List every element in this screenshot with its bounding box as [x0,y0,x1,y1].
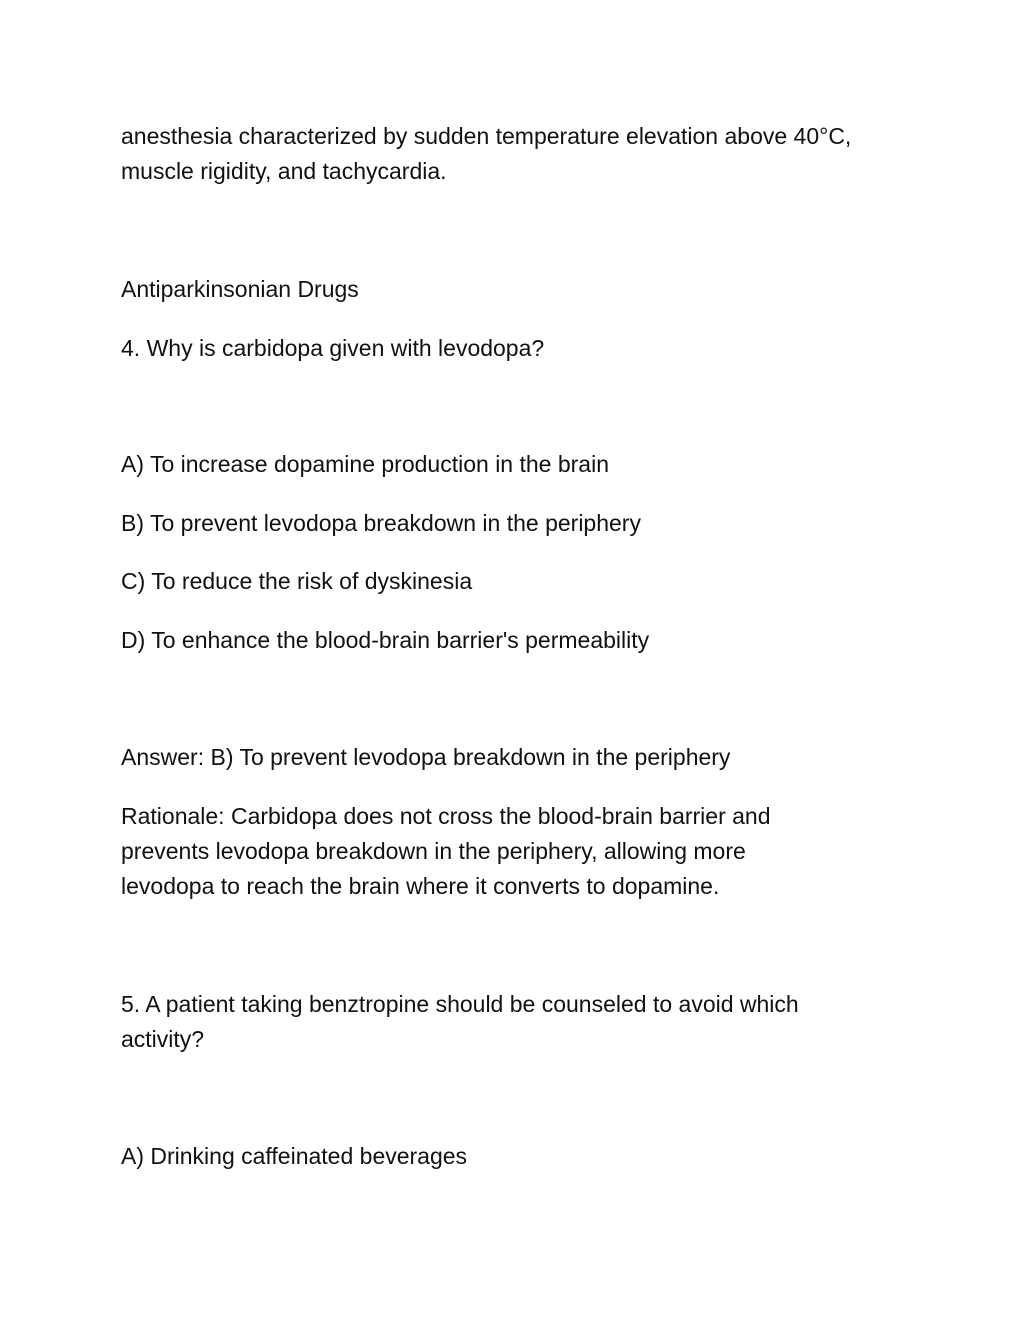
question-4-option-d: D) To enhance the blood-brain barrier's permeability [121,627,650,653]
question-5-option-a: A) Drinking caffeinated beverages [121,1143,468,1169]
question-5-prompt-line-1: 5. A patient taking benztropine should be counseled to avoid which [121,991,799,1017]
intro-text-line-2: muscle rigidity, and tachycardia. [121,158,447,184]
question-4-prompt: 4. Why is carbidopa given with levodopa? [121,335,545,361]
question-4-rationale-line-2: prevents levodopa breakdown in the periphery, allowing more [121,838,746,864]
question-5-prompt-line-2: activity? [121,1026,205,1052]
intro-text-line-1: anesthesia characterized by sudden temperature elevation above 40°C, [121,123,852,149]
question-4-option-b: B) To prevent levodopa breakdown in the periphery [121,510,641,536]
question-4-option-c: C) To reduce the risk of dyskinesia [121,568,473,594]
question-4-option-a: A) To increase dopamine production in the brain [121,451,609,477]
section-heading: Antiparkinsonian Drugs [121,276,359,302]
question-4-answer: Answer: B) To prevent levodopa breakdown in the periphery [121,744,731,770]
question-4-rationale-line-3: levodopa to reach the brain where it converts to dopamine. [121,873,720,899]
question-4-rationale-line-1: Rationale: Carbidopa does not cross the blood-brain barrier and [121,803,771,829]
